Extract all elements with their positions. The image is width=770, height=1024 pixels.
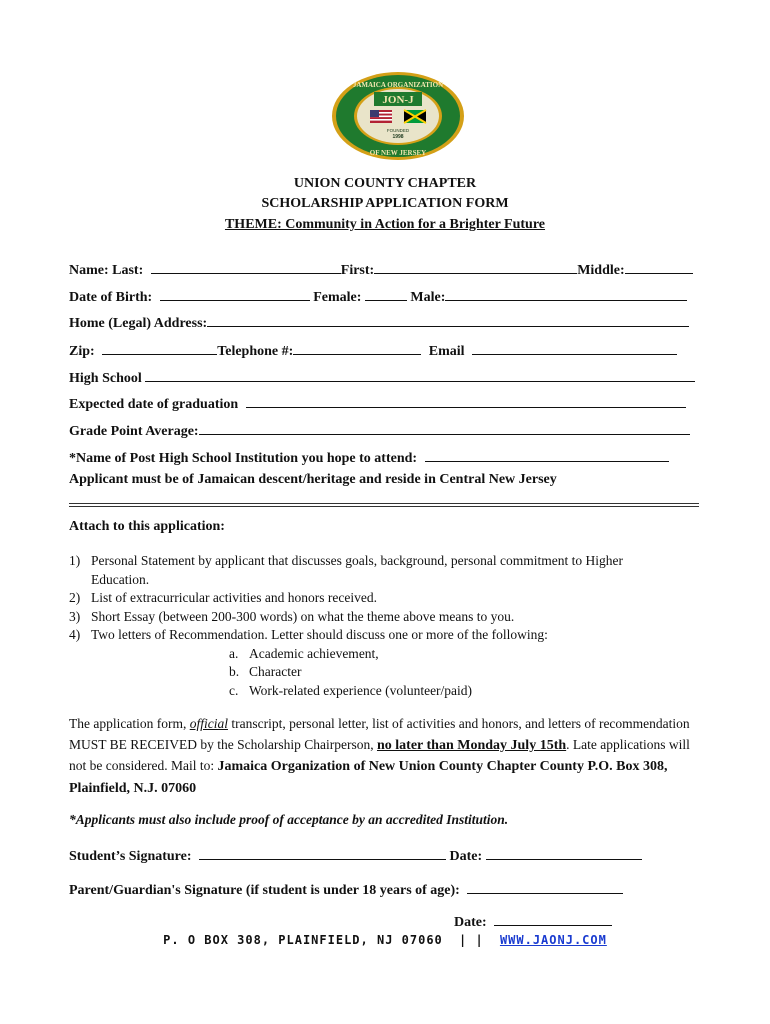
student-signature-field[interactable] bbox=[199, 844, 446, 860]
student-signature-row bbox=[69, 844, 642, 865]
form-title: SCHOLARSHIP APPLICATION FORM bbox=[261, 196, 509, 211]
email-field[interactable] bbox=[472, 339, 677, 355]
dob-label: Date of Birth: bbox=[69, 290, 153, 305]
student-date-field[interactable] bbox=[486, 844, 642, 860]
parent-date-label: Date: bbox=[454, 915, 487, 930]
male-field[interactable] bbox=[445, 285, 687, 301]
first-name-field[interactable] bbox=[374, 258, 577, 274]
female-field[interactable] bbox=[365, 285, 407, 301]
parent-signature-field[interactable] bbox=[467, 878, 623, 894]
student-date-label: Date: bbox=[449, 849, 483, 864]
acceptance-note: *Applicants must also include proof of acceptance by an accredited Institution. bbox=[69, 812, 509, 827]
sub-list-item: c. Work-related experience (volunteer/paid) bbox=[229, 682, 473, 698]
footer bbox=[0, 933, 770, 947]
name-row bbox=[69, 258, 693, 279]
official-emphasis: official bbox=[189, 716, 228, 731]
contact-row bbox=[69, 339, 677, 360]
grad-date-label: Expected date of graduation bbox=[69, 397, 239, 412]
post-hs-field[interactable] bbox=[425, 446, 669, 462]
list-item: 3) Short Essay (between 200-300 words) on what the theme above means to you. bbox=[69, 608, 515, 624]
jamaica-flag-icon bbox=[404, 110, 426, 123]
logo-ring-top: JAMAICA ORGANIZATION bbox=[352, 81, 444, 89]
parent-date-row bbox=[454, 910, 612, 931]
telephone-field[interactable] bbox=[293, 339, 421, 355]
eligibility-note: Applicant must be of Jamaican descent/heritage and reside in Central New Jersey bbox=[69, 472, 557, 487]
gpa-label: Grade Point Average: bbox=[69, 424, 199, 439]
list-item: 4) Two letters of Recommendation. Letter should discuss one or more of the following: bbox=[69, 627, 548, 642]
parent-signature-row bbox=[69, 878, 623, 899]
divider-top bbox=[69, 503, 699, 504]
middle-name-field[interactable] bbox=[625, 258, 693, 274]
us-flag-icon bbox=[370, 110, 392, 123]
attachment-list bbox=[69, 552, 709, 700]
address-field[interactable] bbox=[207, 311, 689, 327]
middle-name-label: Middle: bbox=[577, 263, 625, 278]
logo-name: JON-J bbox=[382, 94, 414, 106]
organization-logo bbox=[330, 70, 466, 162]
grad-date-field[interactable] bbox=[246, 392, 686, 408]
last-name-label: Name: Last: bbox=[69, 263, 144, 278]
parent-date-field[interactable] bbox=[494, 910, 612, 926]
gpa-row bbox=[69, 419, 690, 440]
mailing-address: Jamaica Organization of New Union County Chapter County P.O. Box 308, Plainfield, N.J. 07060 bbox=[69, 759, 668, 796]
address-label: Home (Legal) Address: bbox=[69, 316, 208, 331]
attach-heading: Attach to this application: bbox=[69, 519, 225, 534]
form-theme: THEME: Community in Action for a Brighter Future bbox=[224, 217, 546, 232]
dob-field[interactable] bbox=[160, 285, 310, 301]
address-row bbox=[69, 311, 689, 332]
logo-year: 1998 bbox=[392, 134, 404, 140]
high-school-row bbox=[69, 366, 695, 387]
zip-label: Zip: bbox=[69, 344, 95, 359]
gpa-field[interactable] bbox=[199, 419, 690, 435]
footer-separator: | | bbox=[459, 933, 484, 947]
grad-date-row bbox=[69, 392, 686, 413]
female-label: Female: bbox=[313, 290, 362, 305]
post-hs-row bbox=[69, 446, 669, 467]
sub-list-item: a. Academic achievement, bbox=[229, 645, 379, 661]
logo-founded: FOUNDED bbox=[386, 128, 410, 133]
footer-address: P. O BOX 308, PLAINFIELD, NJ 07060 bbox=[163, 933, 443, 947]
dob-row bbox=[69, 285, 687, 306]
instructions-paragraph: The application form, official transcript, personal letter, list of activities and honors, and letters of recommendation MUST BE RECEIVED by the Scholarship Chairperson, no later than Monday July 15th. Late applications will not be considered. Mail to: Jamaica Organization of New Union County Chapter County P.O. Box 308, Plainfield, N.J. 07060 bbox=[69, 716, 690, 796]
parent-signature-label: Parent/Guardian's Signature (if student is under 18 years of age): bbox=[69, 883, 460, 898]
zip-field[interactable] bbox=[102, 339, 217, 355]
list-item: 1) Personal Statement by applicant that discusses goals, background, personal commitment to Higher bbox=[69, 553, 624, 568]
high-school-field[interactable] bbox=[145, 366, 695, 382]
list-item-continuation: Education. bbox=[91, 571, 150, 587]
student-signature-label: Student’s Signature: bbox=[69, 849, 192, 864]
sub-list-item: b. Character bbox=[229, 664, 302, 679]
logo-ring-bottom: OF NEW JERSEY bbox=[369, 149, 427, 157]
telephone-label: Telephone #: bbox=[217, 344, 294, 359]
high-school-label: High School bbox=[69, 371, 142, 386]
male-label: Male: bbox=[410, 290, 446, 305]
list-item: 2) List of extracurricular activities and honors received. bbox=[69, 590, 378, 605]
email-label: Email bbox=[428, 344, 465, 359]
first-name-label: First: bbox=[340, 263, 375, 278]
website-link[interactable]: WWW.JAONJ.COM bbox=[499, 933, 607, 947]
post-hs-label: *Name of Post High School Institution you hope to attend: bbox=[69, 451, 418, 466]
divider-bottom bbox=[69, 506, 699, 507]
last-name-field[interactable] bbox=[151, 258, 341, 274]
deadline-text: no later than Monday July 15th bbox=[376, 737, 567, 753]
chapter-title: UNION COUNTY CHAPTER bbox=[293, 176, 477, 191]
